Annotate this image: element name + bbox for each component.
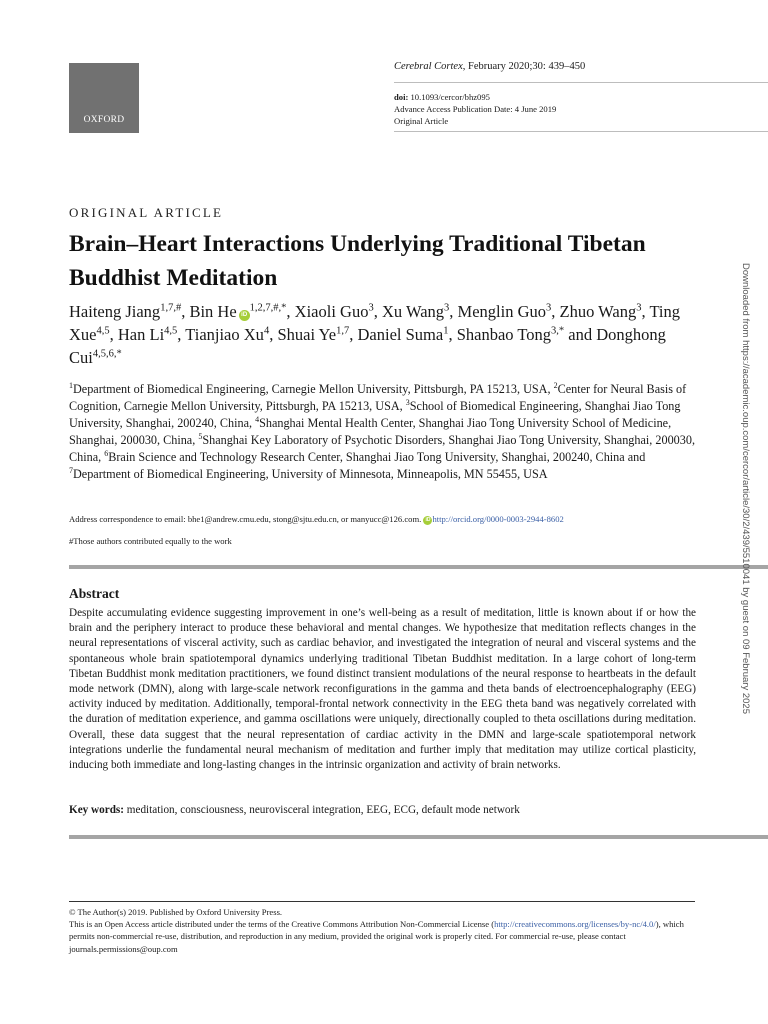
license-footer	[69, 906, 696, 955]
footer-divider	[69, 901, 695, 902]
author-affiliation-marker: 1,2,7,#,*	[249, 302, 287, 314]
abstract-heading: Abstract	[69, 586, 120, 601]
affiliation-number: 1	[69, 380, 73, 390]
journal-citation	[394, 61, 585, 72]
author-name: Tianjiao Xu	[185, 325, 264, 344]
license-post: ), which permits non-commercial re-use, distribution, and reproduction in any medium, provided the original work is properly cited. For commercial re-use, please contact journals.permissions@oup.com	[69, 919, 684, 954]
abstract-text: Despite accumulating evidence suggesting improvement in one’s well-being as a result of meditation, little is known about if or how the brain and the periphery interact to produce these behavioral and mental changes. We hypothesize that meditation reflects changes in the neural representations of visceral activity, such as cardiac behavior, and investigated the integration of neural and visceral systems and the spontaneous whole brain spatiotemporal dynamics underlying traditional Tibetan Buddhist meditation. In a large cohort of long-term Tibetan Buddhist monk meditation practitioners, we found distinct transient modulations of the neural response to heartbeats in the default mode network (DMN), along with large-scale network reconfigurations in the gamma and theta bands of electroencephalography (EEG) activity induced by meditation. Additionally, temporal-frontal network connectivity in the EEG theta band was negatively correlated with the duration of meditation experience, and gamma oscillations were uniquely, directionally coupled to theta oscillations during meditation. Overall, these data suggest that the neural representation of cardiac activity in the DMN and large-scale spatiotemporal network integrations underlie the fundamental neural mechanism of meditation and further imply that meditation may utilize cortical plasticity, inducing both immediate and long-lasting changes in the intrinsic organization and activity of brain networks.	[69, 607, 696, 772]
author-name: Donghong Cui	[69, 325, 666, 367]
license-link[interactable]: http://creativecommons.org/licenses/by-nc/4.0/	[494, 919, 656, 930]
correspondence	[69, 514, 564, 525]
author-separator: and	[564, 325, 597, 344]
author-name: Xiaoli Guo	[294, 302, 369, 321]
section-label: ORIGINAL ARTICLE	[69, 205, 224, 220]
author-name: Daniel Suma	[357, 325, 444, 344]
author-name: Ting Xue	[69, 302, 681, 344]
affiliation-number: 6	[104, 448, 109, 458]
author-separator: ,	[448, 325, 457, 344]
author-separator: ,	[269, 325, 278, 344]
author-name: Xu Wang	[381, 302, 445, 321]
author-separator: ,	[449, 302, 458, 321]
author-name: Zhuo Wang	[559, 302, 637, 321]
author-affiliation-marker: 3	[368, 302, 374, 314]
header-divider-bottom	[394, 131, 768, 132]
author-affiliation-marker: 4,5	[96, 325, 110, 337]
doi-line[interactable]	[394, 91, 490, 103]
orcid-icon: iD	[425, 517, 431, 523]
affiliation-number: 5	[198, 431, 203, 441]
author-name: Shuai Ye	[277, 325, 337, 344]
affiliation-text: Department of Biomedical Engineering, University of Minnesota, Minneapolis, MN 55455, USA	[73, 467, 548, 481]
download-side-note: Downloaded from https://academic.oup.com/cercor/article/30/2/439/5510041 by guest on 09 February 2025	[740, 263, 751, 714]
author-affiliation-marker: 1,7,#	[160, 302, 182, 314]
author-separator: ,	[641, 302, 650, 321]
author-separator: ,	[373, 302, 382, 321]
correspondence-text: Address correspondence to email: bhe1@andrew.cmu.edu, stong@sjtu.edu.cn, or manyucc@126.com.	[69, 514, 422, 524]
license-text	[69, 918, 696, 955]
abstract-top-rule	[69, 565, 768, 569]
affiliations	[69, 381, 699, 483]
orcid-icon[interactable]: iD	[239, 310, 250, 321]
copyright-line: © The Author(s) 2019. Published by Oxford University Press.	[69, 907, 283, 917]
author-name: Bin He	[189, 302, 237, 321]
author-affiliation-marker: 3	[444, 302, 450, 314]
affiliation-number: 4	[255, 414, 260, 424]
affiliation-text: Shanghai Key Laboratory of Psychotic Disorders, Shanghai Jiao Tong University, Shanghai, 200030, China,	[69, 433, 695, 464]
author-affiliation-marker: 3	[636, 302, 642, 314]
author-affiliation-marker: 1	[443, 325, 449, 337]
license-pre: This is an Open Access article distributed under the terms of the Creative Commons Attribution Non-Commercial License (	[69, 919, 495, 930]
author-affiliation-marker: 1,7	[336, 325, 350, 337]
citation-details: , February 2020;30: 439–450	[462, 61, 586, 72]
author-separator: ,	[551, 302, 560, 321]
author-separator: ,	[109, 325, 118, 344]
affiliation-text: Department of Biomedical Engineering, Carnegie Mellon University, Pittsburgh, PA 15213, USA,	[73, 382, 554, 396]
author-separator: ,	[349, 325, 358, 344]
author-separator: ,	[286, 302, 295, 321]
advance-access-date: Advance Access Publication Date: 4 June 2019	[394, 104, 557, 114]
affiliation-text: Shanghai Mental Health Center, Shanghai Jiao Tong University School of Medicine, Shanghai, 200030, China,	[69, 416, 672, 447]
oxford-logo	[69, 63, 139, 133]
article-title: Brain–Heart Interactions Underlying Traditional Tibetan Buddhist Meditation	[69, 231, 646, 291]
author-affiliation-marker: 4,5,6,*	[92, 348, 122, 360]
doi-label: doi:	[394, 92, 409, 102]
affiliation-text: Brain Science and Technology Research Center, Shanghai Jiao Tong University, Shanghai, 200240, China and	[108, 450, 646, 464]
affiliation-text: Center for Neural Basis of Cognition, Carnegie Mellon University, Pittsburgh, PA 15213, USA,	[69, 382, 687, 413]
author-affiliation-marker: 4,5	[164, 325, 178, 337]
author-separator: ,	[177, 325, 186, 344]
keywords-list: meditation, consciousness, neurovisceral integration, EEG, ECG, default mode network	[124, 804, 520, 816]
affiliation-number: 3	[405, 397, 410, 407]
author-affiliation-marker: 3	[546, 302, 552, 314]
doi-value[interactable]: 10.1093/cercor/bhz095	[408, 92, 490, 102]
header-divider	[394, 82, 768, 83]
keywords-label: Key words:	[69, 804, 124, 816]
affiliation-number: 7	[69, 465, 73, 475]
author-name: Menglin Guo	[457, 302, 546, 321]
author-affiliation-marker: 3,*	[551, 325, 565, 337]
author-separator: ,	[181, 302, 190, 321]
logo-text: OXFORD	[83, 115, 125, 125]
author-list	[69, 300, 709, 369]
author-name: Shanbao Tong	[456, 325, 552, 344]
article-type: Original Article	[394, 116, 449, 126]
author-affiliation-marker: 4	[263, 325, 270, 337]
abstract-bottom-rule	[69, 835, 768, 839]
keywords	[69, 804, 520, 816]
affiliation-number: 2	[553, 380, 558, 390]
author-name: Haiteng Jiang	[69, 302, 161, 321]
author-name: Han Li	[117, 325, 165, 344]
journal-name: Cerebral Cortex	[394, 61, 463, 72]
equal-contribution-note: #Those authors contributed equally to the work	[69, 536, 232, 546]
orcid-link[interactable]: http://orcid.org/0000-0003-2944-8602	[432, 514, 564, 524]
affiliation-text: School of Biomedical Engineering, Shanghai Jiao Tong University, Shanghai, 200240, China,	[69, 399, 681, 430]
